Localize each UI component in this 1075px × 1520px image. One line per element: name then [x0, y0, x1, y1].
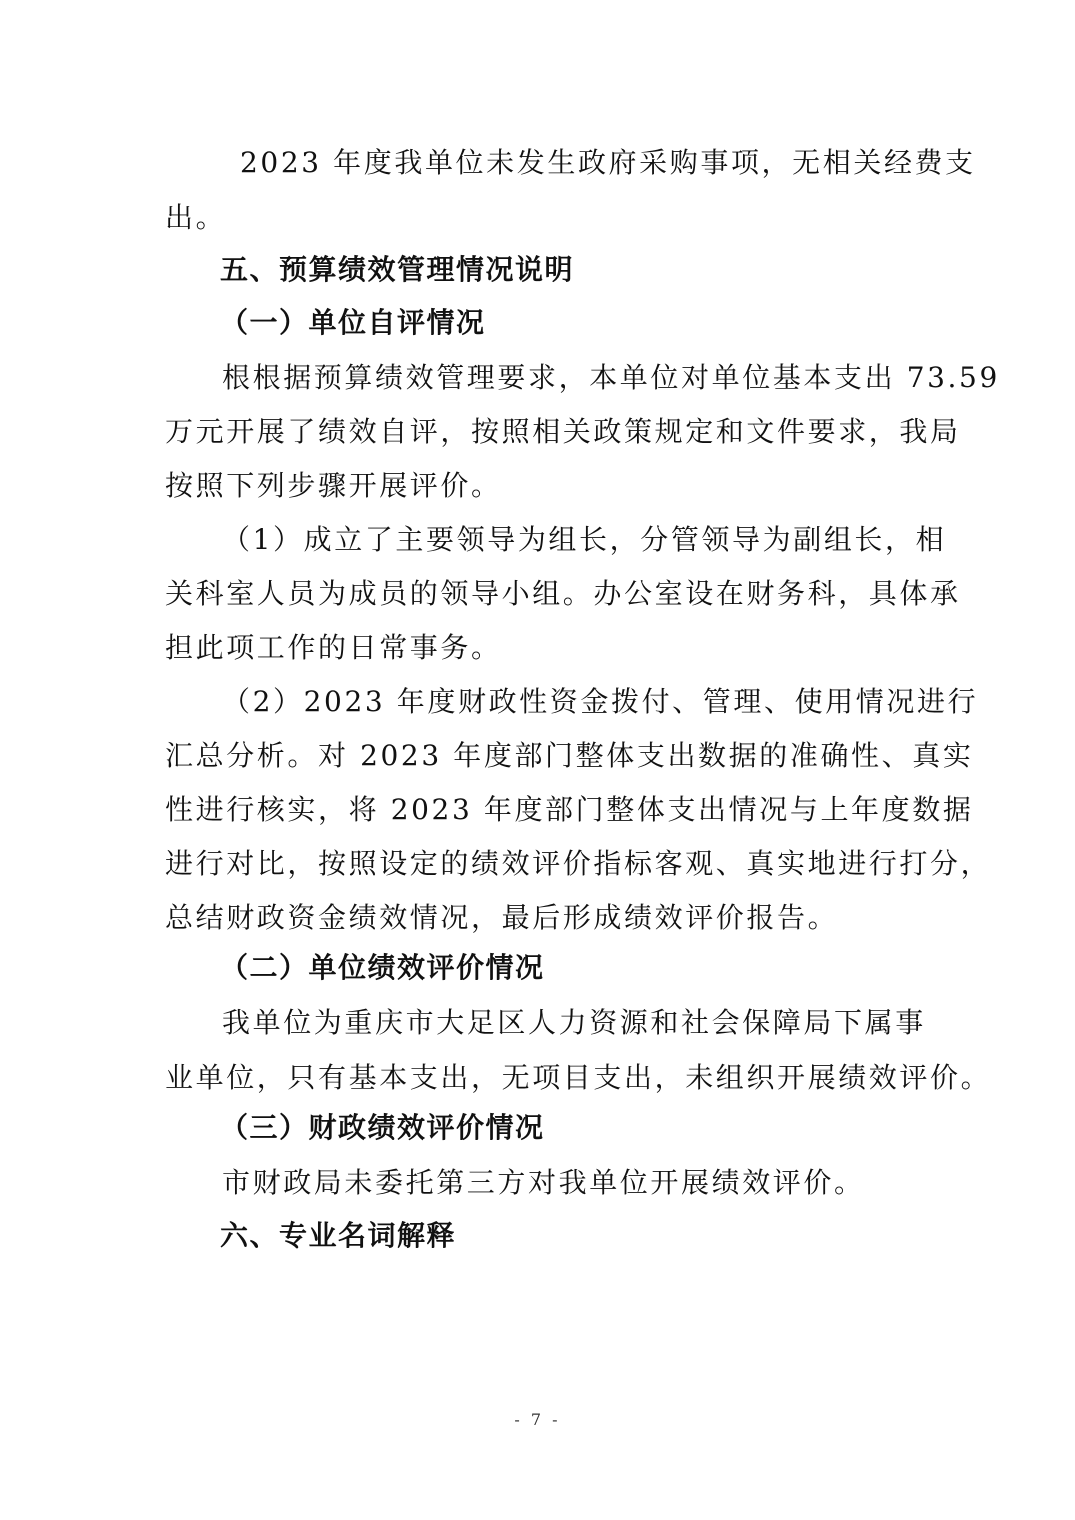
paragraph-line: 关科室人员为成员的领导小组。办公室设在财务科，具体承 — [165, 577, 961, 610]
paragraph-line: 担此项工作的日常事务。 — [165, 631, 502, 664]
paragraph-line: 进行对比，按照设定的绩效评价指标客观、真实地进行打分， — [165, 847, 992, 880]
paragraph-line: 总结财政资金绩效情况，最后形成绩效评价报告。 — [165, 901, 839, 934]
paragraph-line: （2）2023 年度财政性资金拨付、管理、使用情况进行 — [222, 685, 979, 718]
subsection-heading: （三）财政绩效评价情况 — [220, 1111, 545, 1144]
page-number: - 7 - — [514, 1410, 561, 1429]
paragraph-line: 业单位，只有基本支出，无项目支出，未组织开展绩效评价。 — [165, 1061, 992, 1094]
paragraph-line: 市财政局未委托第三方对我单位开展绩效评价。 — [222, 1166, 865, 1199]
paragraph-line: 根根据预算绩效管理要求，本单位对单位基本支出 73.59 — [222, 361, 1000, 394]
section-heading: 六、专业名词解释 — [220, 1219, 457, 1252]
paragraph-line: （1）成立了主要领导为组长，分管领导为副组长，相 — [222, 523, 947, 556]
section-heading: 五、预算绩效管理情况说明 — [220, 253, 575, 286]
paragraph-line: 按照下列步骤开展评价。 — [165, 469, 502, 502]
paragraph-line: 汇总分析。对 2023 年度部门整体支出数据的准确性、真实 — [165, 739, 974, 772]
subsection-heading: （二）单位绩效评价情况 — [220, 951, 545, 984]
paragraph-line: 我单位为重庆市大足区人力资源和社会保障局下属事 — [222, 1006, 926, 1039]
paragraph-line: 2023 年度我单位未发生政府采购事项，无相关经费支 — [240, 146, 976, 179]
subsection-heading: （一）单位自评情况 — [220, 306, 486, 339]
paragraph-line: 万元开展了绩效自评，按照相关政策规定和文件要求，我局 — [165, 415, 961, 448]
paragraph-line: 出。 — [165, 201, 227, 234]
paragraph-line: 性进行核实，将 2023 年度部门整体支出情况与上年度数据 — [165, 793, 974, 826]
